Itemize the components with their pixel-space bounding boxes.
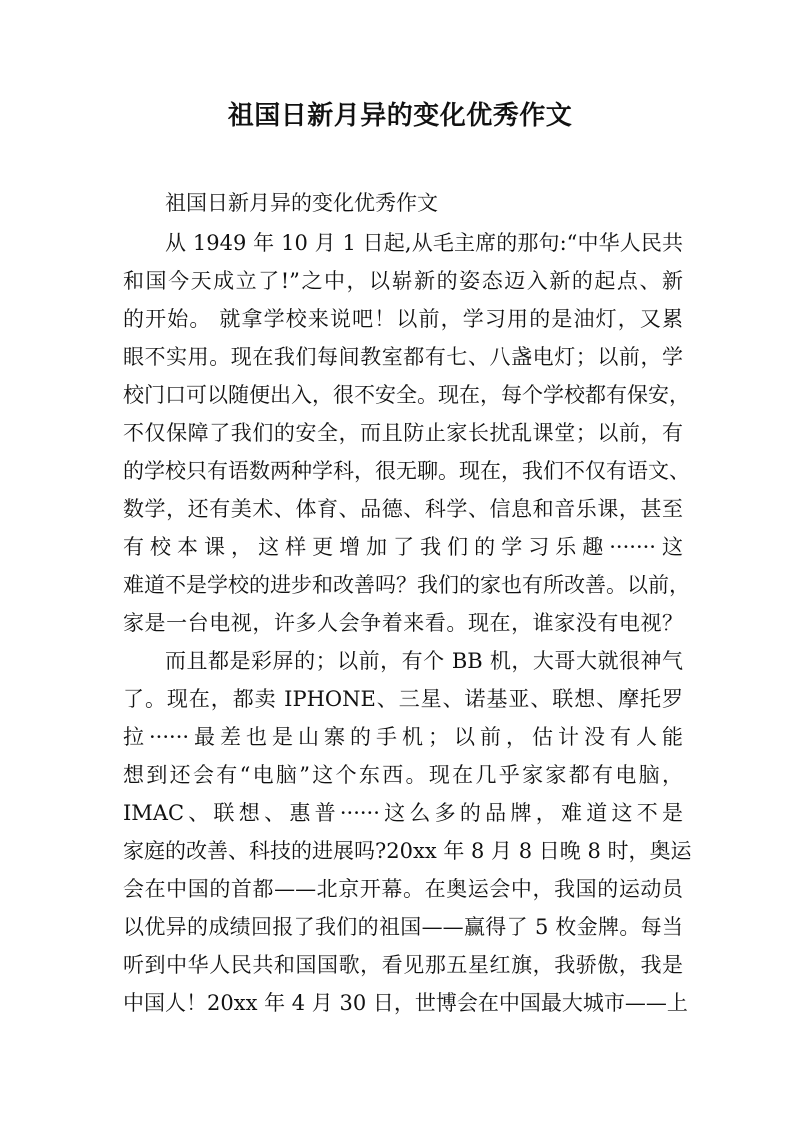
body-subtitle: 祖国日新月异的变化优秀作文: [165, 191, 438, 215]
body-line: 的开始。 就拿学校来说吧！以前，学习用的是油灯，又累: [123, 307, 683, 331]
body-line: 不仅保障了我们的安全，而且防止家长扰乱课堂；以前，有: [123, 421, 683, 445]
body-line: 家庭的改善、科技的进展吗?20xx 年 8 月 8 日晚 8 时，奥运: [123, 839, 692, 863]
body-line: 有校本课，这样更增加了我们的学习乐趣·······这: [123, 535, 683, 559]
body-line: 以优异的成绩回报了我们的祖国——赢得了 5 枚金牌。每当: [123, 915, 683, 939]
body-line: IMAC、联想、惠普······这么多的品牌，难道这不是: [123, 801, 683, 825]
body-line: 会在中国的首都——北京开幕。在奥运会中，我国的运动员: [123, 877, 683, 901]
body-line: 听到中华人民共和国国歌，看见那五星红旗，我骄傲，我是: [123, 953, 683, 977]
body-line: 拉······最差也是山寨的手机；以前，估计没有人能: [123, 725, 683, 749]
body-line: 从 1949 年 10 月 1 日起,从毛主席的那句:“中华人民共: [165, 231, 683, 255]
body-line: 中国人！20xx 年 4 月 30 日，世博会在中国最大城市——上: [123, 991, 688, 1015]
body-line: 眼不实用。现在我们每间教室都有七、八盏电灯；以前，学: [123, 345, 683, 369]
body-line: 家是一台电视，许多人会争着来看。现在，谁家没有电视？: [123, 611, 683, 635]
body-line: 校门口可以随便出入，很不安全。现在，每个学校都有保安，: [123, 383, 690, 407]
body-line: 的学校只有语数两种学科，很无聊。现在，我们不仅有语文、: [123, 459, 690, 483]
body-line: 了。现在，都卖 IPHONE、三星、诺基亚、联想、摩托罗: [123, 687, 683, 711]
body-line: 想到还会有“电脑”这个东西。现在几乎家家都有电脑，: [123, 763, 683, 787]
body-line: 而且都是彩屏的；以前，有个 BB 机，大哥大就很神气: [165, 649, 683, 673]
body-line: 数学，还有美术、体育、品德、科学、信息和音乐课，甚至: [123, 497, 683, 521]
document-title: 祖国日新月异的变化优秀作文: [227, 101, 573, 131]
body-line: 难道不是学校的进步和改善吗？我们的家也有所改善。以前，: [123, 573, 690, 597]
body-line: 和国今天成立了!”之中，以崭新的姿态迈入新的起点、新: [123, 269, 683, 293]
